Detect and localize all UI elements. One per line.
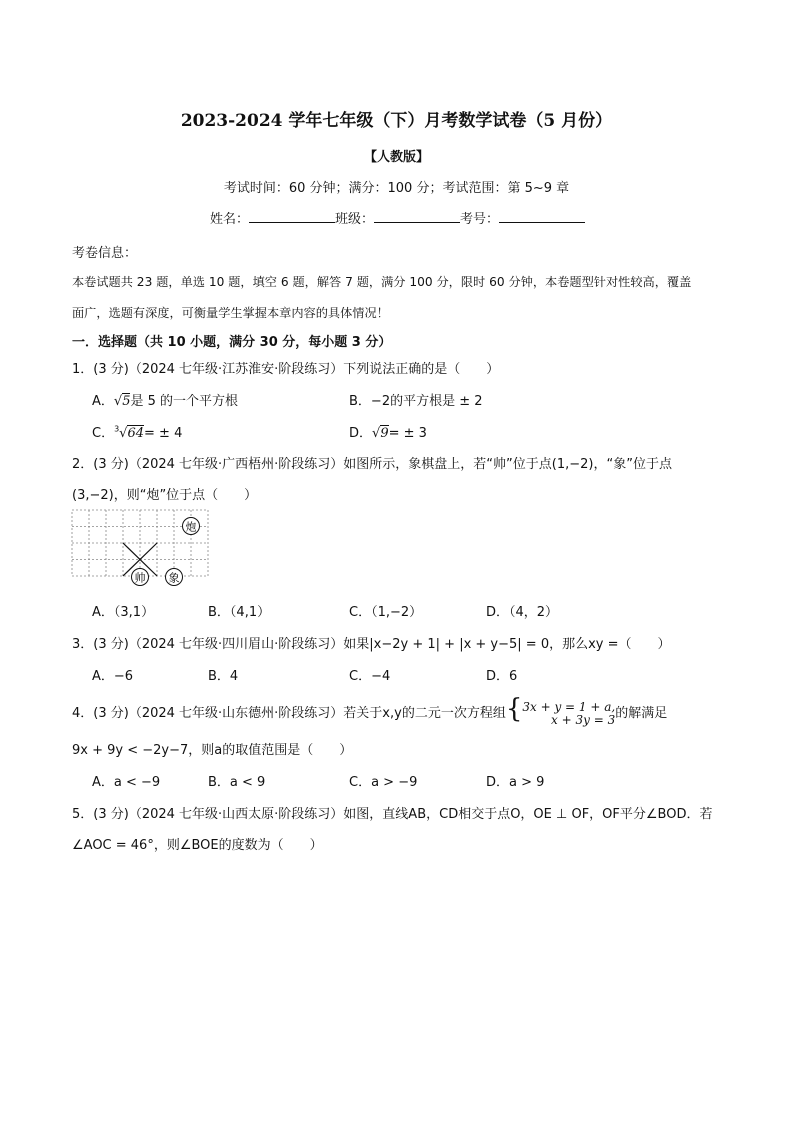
class-blank[interactable] bbox=[374, 210, 460, 223]
q4-stem-pre: 4．(3 分)（2024 七年级·山东德州·阶段练习）若关于x,y的二元一次方程组 bbox=[72, 706, 506, 721]
q4-stem-post: 的解满足 bbox=[615, 706, 668, 721]
equation-2: x + 3y = 3 bbox=[551, 712, 616, 727]
q3-option-c: C．−4 bbox=[349, 669, 391, 684]
q3-option-d: D．6 bbox=[486, 669, 518, 684]
q4-option-d: D．a > 9 bbox=[486, 775, 545, 790]
option-text: 是 5 的一个平方根 bbox=[130, 394, 239, 409]
sqrt-icon: √ bbox=[372, 426, 381, 441]
class-label: 班级： bbox=[335, 212, 375, 227]
q1-stem: 1．(3 分)（2024 七年级·江苏淮安·阶段练习）下列说法正确的是（ ） bbox=[72, 362, 500, 377]
radicand: 9 bbox=[380, 426, 389, 441]
name-blank[interactable] bbox=[249, 210, 335, 223]
option-label: B． bbox=[349, 394, 371, 409]
q1-option-b bbox=[349, 390, 483, 409]
q3-stem: 3．(3 分)（2024 七年级·四川眉山·阶段练习）如果|x−2y + 1| + |x + y−5| = 0，那么xy =（ ） bbox=[72, 637, 671, 652]
brace-icon: { bbox=[505, 694, 523, 724]
option-text: = ± 4 bbox=[144, 426, 183, 441]
piece-shuai-label: 帅 bbox=[134, 571, 146, 585]
sqrt-icon: √ bbox=[119, 426, 128, 441]
q2-option-c: C．（1,−2） bbox=[349, 605, 423, 620]
piece-pao-label: 炮 bbox=[185, 520, 197, 534]
q2-option-a: A．（3,1） bbox=[92, 605, 155, 620]
q4-option-b: B．a < 9 bbox=[208, 775, 266, 790]
piece-shuai bbox=[132, 569, 149, 586]
q4-stem-line-2: 9x + 9y < −2y−7，则a的取值范围是（ ） bbox=[72, 743, 353, 758]
q2-option-d: D．（4，2） bbox=[486, 605, 559, 620]
student-fields bbox=[210, 208, 585, 227]
q3-option-b: B．4 bbox=[208, 669, 239, 684]
option-text: −2的平方根是 ± 2 bbox=[370, 394, 483, 409]
section-1-heading: 一．选择题（共 10 小题，满分 30 分，每小题 3 分） bbox=[72, 335, 392, 350]
number-label: 考号： bbox=[460, 212, 500, 227]
q2-option-b: B．（4,1） bbox=[208, 605, 271, 620]
option-label: C． bbox=[92, 426, 115, 441]
option-text: = ± 3 bbox=[388, 426, 427, 441]
root-index: 3 bbox=[114, 424, 120, 434]
piece-xiang bbox=[166, 569, 183, 586]
option-label: A． bbox=[92, 394, 114, 409]
q2-stem-line-1: 2．(3 分)（2024 七年级·广西梧州·阶段练习）如图所示，象棋盘上，若“帅”位于点(1,−2)，“象”位于点 bbox=[72, 457, 672, 472]
edition-label: 【人教版】 bbox=[363, 150, 429, 165]
option-label: D． bbox=[349, 426, 373, 441]
info-line-2: 面广，选题有深度，可衡量学生掌握本章内容的具体情况！ bbox=[72, 306, 389, 320]
info-heading: 考卷信息： bbox=[72, 246, 138, 261]
info-line-1: 本卷试题共 23 题，单选 10 题，填空 6 题，解答 7 题，满分 100 分，限时 60 分钟，本卷题型针对性较高，覆盖 bbox=[72, 275, 692, 289]
equation-1: 3x + y = 1 + a, bbox=[522, 699, 616, 714]
q2-stem-line-2: (3,−2)，则“炮”位于点（ ） bbox=[72, 488, 258, 503]
exam-title: 2023-2024 学年七年级（下）月考数学试卷（5 月份） bbox=[180, 111, 613, 131]
sqrt-icon: √ bbox=[113, 394, 123, 409]
q4-option-c: C．a > −9 bbox=[349, 775, 418, 790]
chessboard-figure bbox=[71, 508, 211, 592]
q5-stem-line-1: 5．(3 分)（2024 七年级·山西太原·阶段练习）如图，直线AB，CD相交于点O，OE ⊥ OF，OF平分∠BOD．若 bbox=[72, 807, 713, 822]
piece-xiang-label: 象 bbox=[168, 571, 180, 585]
exam-info: 考试时间：60 分钟；满分：100 分；考试范围：第 5~9 章 bbox=[223, 181, 570, 196]
equation-system bbox=[522, 701, 615, 727]
q3-option-a: A．−6 bbox=[92, 669, 134, 684]
q1-option-c bbox=[92, 422, 182, 441]
q1-option-a bbox=[92, 390, 238, 409]
number-blank[interactable] bbox=[499, 210, 585, 223]
name-label: 姓名： bbox=[210, 212, 250, 227]
radicand: 64 bbox=[127, 426, 145, 441]
q1-option-d bbox=[349, 422, 427, 441]
piece-pao bbox=[183, 518, 200, 535]
q5-stem-line-2: ∠AOC = 46°，则∠BOE的度数为（ ） bbox=[72, 838, 323, 853]
q4-option-a: A．a < −9 bbox=[92, 775, 161, 790]
radicand: 5 bbox=[122, 394, 131, 409]
q4-stem-line-1 bbox=[72, 696, 667, 727]
